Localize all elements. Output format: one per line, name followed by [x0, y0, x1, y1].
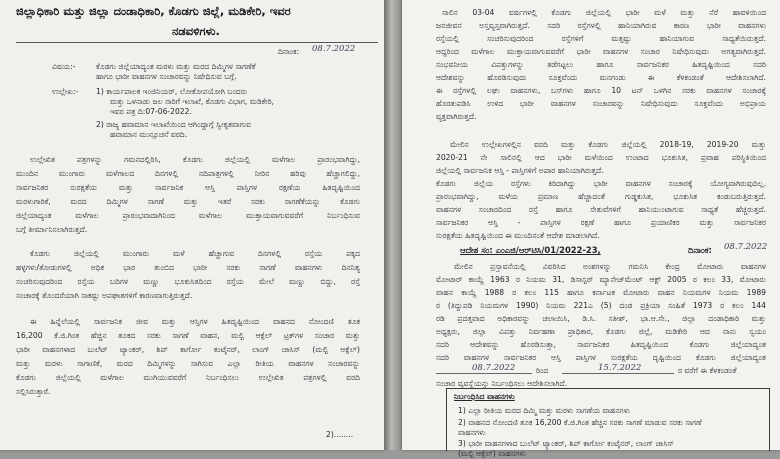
right-para2-line-5: ಪ್ರಾರಂಭವಾಗಿದ್ದು, ಮಳೆಯ ಪ್ರಮಾಣ ಹೆಚ್ಚಾದಂತೆ ಗುಡ್ಡಕುಸಿತ, ಭೂಕುಸಿತ ಕಂಡುಬರುತ್ತಿರುತ್ತದೆ. — [436, 192, 766, 201]
reference-1-line-2: ಮತ್ತು ಒಳನಾಡು ಜಲ ಸಾರಿಗೆ ಇಲಾಖೆ, ಕೊಡಗು ವಿಭಾಗ, ಮಡಿಕೇರಿ, — [110, 97, 275, 106]
right-para3-line-8: ಸದರಿ ವಾಹನಗಳ ಸಾರ್ವಜನಿಕರ ಆಸ್ತಿ ಪಾಸ್ತಿಗಳ ಸುರಕ್ಷತೆಯ ದೃಷ್ಟಿಯಿಂದ ಕೊಡಗು ಜಿಲ್ಲೆಯಾದ್ಯಂತ — [436, 353, 766, 362]
right-para1-line-6: ಆದೇಶವನ್ನು ಹೊರಡಿಸುವುದು ಸೂಕ್ತವೆಂದು ಮನಗಂಡು ಈ ಕೆಳಕಂಡಂತೆ ಆದೇಶಿಸಲಾಗಿದೆ. — [436, 73, 766, 82]
right-para3-last-line: ಸಂಚಾರ ವ್ಯವಸ್ಥೆಯನ್ನು ನಿರ್ಬಂಧಿಸಲು ಆದೇಶಿಸಲಾಗಿದೆ. — [436, 379, 568, 388]
right-para2-line-1: ಮೇಲಿನ ಉಲ್ಲೇಖಗಳಲ್ಲಿನ ವರದಿ ಮತ್ತು ಕೊಡಗು ಜಿಲ್ಲೆಯಲ್ಲಿ 2018-19, 2019-20 ಮತ್ತು — [450, 140, 766, 149]
right-para2-line-4: ಕೊಡಗು ಜಿಲ್ಲೆಯ ರಸ್ತೆಗಳು ಕಿರಿದಾಗಿದ್ದು ಭಾರೀ ವಾಹನಗಳ ಸಂಚಾರಕ್ಕೆ ಯೋಗ್ಯವಾಗಿರುವುದಿಲ್ಲ. — [436, 179, 766, 188]
from-date-rule — [436, 373, 532, 374]
right-para2-line-3: ಜಿಲ್ಲೆಯಲ್ಲಿ ಸಾರ್ವಜನಿಕ ಆಸ್ತಿ - ಪಾಸ್ತಿಗಳಿಗೆ ಅಪಾರ ಹಾನಿಯಾಗಿರುತ್ತದೆ. — [436, 166, 604, 175]
right-para1-line-3: ರಸ್ತೆಯಲ್ಲಿ ಸಂಚರಿಸುವುದರಿಂದ ರಸ್ತೆಗಳಿಗೆ ಮತ್ತಷ್ಟು ಹಾನಿಯಾಗುವ ಸಾಧ್ಯತೆಯಿರುತ್ತದೆ. — [436, 34, 766, 43]
para3-line-3: ಭಾರೀ ವಾಹನಗಳಾದ ಬುಲೆಟ್ ಟ್ಯಾಂಕರ್, ಶಿಪ್ ಕಾರ್ಗೋ ಕಂಟೈನರ್, ಲಾಂಗ್ ಚಾಸಿಸ್ (ಮಲ್ಟಿ ಆಕ್ಸೆಲ್) — [16, 345, 360, 354]
para3-line-5: ಕೊಡಗು ಜಿಲ್ಲೆಯಲ್ಲಿ ಮಳೆಗಾಲ ಮುಗಿಯುವವರೆಗೆ ನಿರ್ಬಂಧಿಸಲು ಉಲ್ಲೇಖಿತ ಪತ್ರಗಳಲ್ಲಿ ವರದಿ — [16, 373, 360, 382]
right-para1-line-9: ವ್ಯಕ್ತವಾಗಿರುತ್ತದೆ. — [436, 112, 477, 121]
from-label: ರಿಂದ — [536, 366, 549, 375]
right-para3-line-2: ಮೋಟಾರ್ ಕಾಯ್ದೆ 1963 ರ ನಿಯಮ 31, ಡಿಸಾಸ್ಟರ್ ಮ್ಯಾನೇಜ್‌ಮೆಂಟ್ ಆಕ್ಟ್ 2005 ರ ಕಲಂ 33, ಮೋಟಾರು — [436, 275, 766, 284]
restricted-item-3: 3) ಭಾರೀ ವಾಹನಗಳಾದ ಬುಲೆಟ್ ಟ್ಯಾಂಕರ್, ಶಿಪ್ ಕಾರ್ಗೋ ಕಂಟೈನರ್, ಲಾಂಗ್ ಚಾಸಿಸ್ — [458, 439, 674, 448]
to-date-handwritten: 15.7.2022 — [598, 363, 642, 373]
right-para1-line-4: ಆದ್ದರಿಂದ ಮಳೆಗಾಲ ಮುಕ್ತಾಯವಾಗುವವರೆಗೆ ಭಾರೀ ವಾಹನಗಳ ಸಂಚಾರ ನಿಷೇಧಿಸುವುದು ಅಗತ್ಯವಾಗಿರುತ್ತದೆ. — [436, 47, 766, 56]
right-page — [402, 0, 780, 458]
to-date-rule — [562, 373, 674, 374]
para3-line-2: 16,200 ಕೆ.ಜಿ.ಗಿಂತ ಹೆಚ್ಚಿನ ತೂಕದ ಸರಕು ಸಾಗಣೆ ವಾಹನ, ಮಲ್ಟಿ ಆಕ್ಸೆಲ್ ಟ್ರಕ್‌ಗಳ ಸಂಚಾರ ಮತ್ತು — [16, 331, 360, 340]
para2-line-3: ಸಂಚರಿಸುವುದರಿಂದ ರಸ್ತೆಯ ಬದಿಗಳ ಮಣ್ಣು ಭೂಕುಸಿತದಿಂದ ರಸ್ತೆಯ ಮೇಲೆ ಮಣ್ಣು ಬಿದ್ದು, ರಸ್ತೆ — [16, 277, 360, 286]
right-para2-line-2: 2020-21 ನೇ ಸಾಲಿನಲ್ಲಿ ಆದ ಭಾರೀ ಮಳೆಯಿಂದ ಉಂಟಾದ ಭೂಕುಸಿತ, ಪ್ರವಾಹ ಪರಿಸ್ಥಿತಿಯಿಂದ — [436, 153, 766, 162]
reference-2-line-2: ಹವಾಮಾನ ಮುನ್ಸೂಚನೆ ವರದಿ. — [110, 130, 188, 139]
right-para3-line-3: ವಾಹನ ಕಾಯ್ದೆ 1988 ರ ಕಲಂ 115 ಹಾಗೂ ಕರ್ನಾಟಕ ಮೋಟಾರು ವಾಹನ ನಿಯಮಗಳ ನಿಯಮ 1989 — [436, 288, 766, 297]
right-para2-line-7: ಸಾರ್ವಜನಿಕರ ಆಸ್ತಿ - ಪಾಸ್ತಿಗಳ ರಕ್ಷಣೆ ಹಾಗೂ ಪ್ರಯಾಣಿಕರ ಮತ್ತು ಸಾರ್ವಜನಿಕರ — [436, 218, 766, 227]
right-para1-line-5: ಸಂಭವನೀಯ ವಿಪತ್ತುಗಳನ್ನು ತಡೆಗಟ್ಟಲು ಹಾಗೂ ಸಾರ್ವಜನಿಕರ ಹಿತದೃಷ್ಟಿಯಿಂದ ಸದರಿ — [436, 60, 766, 69]
proceedings-heading: ನಡವಳಿಗಳು. — [172, 24, 220, 38]
date-handwritten: 08.7.2022 — [312, 44, 356, 54]
para1-line-3: ಸಾರ್ವಜನಿಕರ ಸುರಕ್ಷತೆಯ ಮತ್ತು ಸಾರ್ವಜನಿಕ ಆಸ್ತಿ ಪಾಸ್ತಿಗಳ ರಕ್ಷಣೆಯ ಹಿತದೃಷ್ಟಿಯಿಂದ — [16, 183, 360, 192]
right-para1-line-1: ಸಾಲಿನ 03-04 ವರ್ಷಗಳಲ್ಲಿ ಕೊಡಗು ಜಿಲ್ಲೆಯಲ್ಲಿ ಭಾರೀ ಮಳೆ ಮತ್ತು ನೆರೆ ಹಾವಳಿಯಿಂದ — [442, 8, 766, 17]
para1-line-4: ಮರಳುಗಾರಿಕೆ, ಮರದ ದಿಮ್ಮಿಗಳ ಸಾಗಣೆ ಮತ್ತು ಇತರೆ ಸರಕು ಸಾಗಣೆಕೆಯನ್ನು ಕೊಡಗು — [16, 197, 360, 206]
restricted-item-2-cont: ವಾಹನಗಳು — [458, 428, 486, 437]
subject-label: ವಿಷಯ:- — [52, 62, 76, 71]
reference-1-line-3: ಇವರ ಪತ್ರ ದಿ:07-06-2022. — [110, 107, 192, 116]
right-para3-line-5: ರಡಿ ಪ್ರದತ್ತವಾದ ಅಧಿಕಾರವನ್ನು ಚಲಾಯಿಸಿ, ಡಿ.ಸಿ. ಸತೀಶ್, ಭಾ.ಆ.ಸೇ., ಜಿಲ್ಲಾ ದಂಡಾಧಿಕಾರಿ ಮತ್ತು — [436, 314, 766, 323]
para3-line-4: ಮತ್ತು ಮರಳು ಸಾಗಾಣಿಕೆ, ಮರದ ದಿಮ್ಮಿಗಳನ್ನು ಸಾಗಿಸುವ ಎಲ್ಲಾ ರೀತಿಯ ವಾಹನಗಳ ಸಂಚಾರವನ್ನು — [16, 359, 360, 368]
para2-line-1: ಕೊಡಗು ಜಿಲ್ಲೆಯಲ್ಲಿ ಮುಂಗಾರು ಮಳೆ ಹೆಚ್ಚಾಗುವ ದಿನಗಳಲ್ಲಿ ರಸ್ತೆಯ ಪಕ್ಕದ — [30, 249, 360, 258]
right-para2-line-8: ಸುರಕ್ಷತೆಯ ಹಿತದೃಷ್ಟಿಯಿಂದ ಈ ಮುಂದಿನಂತೆ ಆದೇಶ ಮಾಡಲಾಗಿದೆ. — [436, 231, 600, 240]
restricted-item-3-cont: (ಮಲ್ಟಿ ಆಕ್ಸೆಲ್) ವಾಹನಗಳು — [458, 449, 526, 458]
subject-line-2: ಹಾಗೂ ಭಾರೀ ವಾಹನಗಳ ಸಂಚಾರವನ್ನು ನಿಷೇಧಿಸುವ ಬಗ್ಗೆ. — [96, 72, 237, 81]
restricted-vehicles-heading: ನಿರ್ಬಂಧಿಸಿದ ವಾಹನಗಳು — [454, 392, 515, 401]
heading-underline — [16, 42, 378, 43]
para2-line-4: ಸಂಚಾರಕ್ಕೆ ತೊಂದರೆಯಾಗಿ ಸಾಕಷ್ಟು ಅಪಘಾತಗಳಿಗೆ ಕಾರಣವಾಗುತ್ತಿರುತ್ತದೆ. — [16, 291, 193, 300]
para3-line-6: ಸಲ್ಲಿಸಿರುತ್ತಾರೆ. — [16, 387, 51, 396]
order-date-label: ದಿನಾಂಕ: — [688, 245, 712, 255]
office-heading: ಜಿಲ್ಲಾಧಿಕಾರಿ ಮತ್ತು ಜಿಲ್ಲಾ ದಂಡಾಧಿಕಾರಿ, ಕೊಡಗು ಜಿಲ್ಲೆ, ಮಡಿಕೇರಿ, ಇವರ — [16, 4, 291, 18]
from-date-handwritten: 08.7.2022 — [472, 363, 516, 373]
right-para3-line-6: ಅಧ್ಯಕ್ಷರು, ಜಿಲ್ಲಾ ವಿಪತ್ತು ನಿರ್ವಹಣಾ ಪ್ರಾಧಿಕಾರ, ಕೊಡಗು ಜಿಲ್ಲೆ, ಮಡಿಕೇರಿ ಆದ ನಾನು ಸ್ವಯಂ — [436, 327, 766, 336]
to-label: ರ ವರೆಗೆ ಈ ಕೆಳಕಂಡಂತೆ — [678, 366, 737, 375]
reference-label: ಉಲ್ಲೇಖ:- — [52, 87, 79, 96]
right-para1-line-8: ಹೊರತುಪಡಿಸಿ ಉಳಿದ ಭಾರೀ ವಾಹನಗಳ ಸಂಚಾರವನ್ನು ನಿಷೇಧಿಸುವುದು ಸೂಕ್ತವೆಂದು ಅಭಿಪ್ರಾಯ — [436, 99, 766, 108]
reference-1-line-1: 1) ಕಾರ್ಯಪಾಲಕ ಇಂಜಿನಿಯರ್, ಲೋಕೋಪಯೋಗಿ ಬಂದರು — [96, 87, 248, 96]
restricted-item-2: 2) ವಾಹನದ ನೋಂದಣಿ ತೂಕ 16,200 ಕೆ.ಜಿ.ಗಿಂತ ಹೆಚ್ಚಿನ ಸರಕು ಸಾಗಣೆ ಮಾಡುವ ಸರಕು ಸಾಗಣೆ — [458, 418, 702, 427]
subject-line-1: ಕೊಡಗು ಜಿಲ್ಲೆಯಾದ್ಯಂತ ಮರಳು ಮತ್ತು ಮರದ ದಿಮ್ಮಿಗಳ ಸಾಗಣೆಕೆ — [96, 62, 256, 71]
right-para1-line-2: ಜನಜೀವನ ಅಸ್ತವ್ಯಸ್ತವಾಗಿರುತ್ತದೆ. ಸದರಿ ರಸ್ತೆಗಳಲ್ಲಿ ಹಾನಿಯಾಗಿರುವ ಕಾರಣ ಭಾರೀ ವಾಹನಗಳು — [436, 21, 766, 30]
para1-line-2: ಮುಂದಿನ ಮುಂಗಾರು ಮಳೆಗಾಲದ ದಿನಗಳಲ್ಲಿ ನದಿಪಾತ್ರಗಳಲ್ಲಿ ನೀರಿನ ಹರಿವು ಹೆಚ್ಚಾಗಲಿದ್ದು, — [16, 169, 360, 178]
right-para3-line-7: ಸದರಿ ಆದೇಶವನ್ನು ಹೊರಡಿಸುತ್ತಾ, ಸಾರ್ವಜನಿಕರ ಹಿತದೃಷ್ಟಿಯಿಂದ ಕೊಡಗು ಜಿಲ್ಲೆಯಾದ್ಯಂತ — [436, 340, 766, 349]
right-para2-line-6: ವಾಹನಗಳ ಸಂಚಾರದಿಂದ ರಸ್ತೆ ಹಾಗೂ ಸೇತುವೆಗಳಿಗೆ ಹಾನಿಯುಂಟಾಗುವ ಸಾಧ್ಯತೆ ಹೆಚ್ಚಿರುತ್ತದೆ. — [436, 205, 766, 214]
date-label: ದಿನಾಂಕ: — [278, 47, 300, 56]
order-date-handwritten: 08.7.2022 — [724, 242, 768, 252]
right-para1-line-7: ಈ ರಸ್ತೆಗಳಲ್ಲಿ ಲಘು ವಾಹನಗಳು, ಬಸ್‌ಗಳು ಹಾಗೂ 10 ಟನ್ ಒಳಗಿನ ಸರಕು ವಾಹನಗಳ ಸಂಚಾರಕ್ಕೆ — [436, 86, 766, 95]
para1-line-1: ಉಲ್ಲೇಖಿತ ಪತ್ರಗಳನ್ನು ಗಮನದಲ್ಲಿರಿಸಿ, ಕೊಡಗು ಜಿಲ್ಲೆಯಲ್ಲಿ ಮಳೆಗಾಲ ಪ್ರಾರಂಭವಾಗಿದ್ದು, — [30, 155, 360, 164]
para1-line-5: ಜಿಲ್ಲೆಯಾದ್ಯಂತ ಮಳೆಗಾಲ ಪ್ರಾರಂಭವಾದಾಗಿನಿಂದ ಮಳೆಗಾಲ ಮುಕ್ತಾಯವಾಗುವವರೆಗೆ ನಿರ್ಬಂಧಿಸುವ — [16, 211, 360, 220]
reference-2-line-1: 2) ರಾಜ್ಯ ಹವಾಮಾನ ಇಲಾಖೆಯಿಂದ ಆಗಿಂದ್ದಾಗ್ಗೆ ಸ್ವೀಕೃತವಾಗುವ — [96, 120, 251, 129]
order-number-heading: ಆದೇಶ ಸಂ: ಎಂಎಜಿ/ಆರ್‌ಟಿಸಿ/01/2022-23, — [460, 245, 601, 255]
page-continuation-marker: 2)........ — [326, 430, 354, 439]
restricted-item-1: 1) ಎಲ್ಲಾ ರೀತಿಯ ಮರದ ದಿಮ್ಮಿ ಮತ್ತು ಮರಳು ಸಾಗಣೆಯ ವಾಹನಗಳು — [458, 406, 631, 415]
para2-line-2: ಹಳ್ಳಗಳು/ತೋಡುಗಳಲ್ಲಿ ಅಧಿಕ ಭಾರ ತುಂಬಿದ ಭಾರೀ ಸರಕು ಸಾಗಣೆ ವಾಹನಗಳು ದಿನನಿತ್ಯ — [16, 263, 360, 272]
left-page — [0, 0, 384, 450]
right-para3-line-4: ರ (ತಿದ್ದುಪಡಿ ನಿಯಮಗಳ 1990) ನಿಯಮ 221ಎ (5) ದಂಡ ಪ್ರಕ್ರಿಯಾ ಸಂಹಿತೆ 1973 ರ ಕಲಂ 144 — [436, 301, 766, 310]
page-gutter — [384, 0, 402, 450]
para1-line-6: ಬಗ್ಗೆ ತೀರ್ಮಾನಿಸಲಾಗಿರುತ್ತದೆ. — [16, 225, 88, 234]
para3-line-1: ಈ ಹಿನ್ನೆಲೆಯಲ್ಲಿ ಸಾರ್ವಜನಿಕ ಜೀವ ಮತ್ತು ಆಸ್ತಿಗಳ ಹಿತದೃಷ್ಟಿಯಿಂದ ವಾಹನದ ನೋಂದಣಿ ತೂಕ — [30, 317, 360, 326]
right-para3-line-1: ಮೇಲಿನ ಪ್ರಸ್ತಾವನೆಯಲ್ಲಿ ವಿವರಿಸಿದ ಅಂಶಗಳನ್ನು ಗಮನಿಸಿ ಕೇಂದ್ರ ಮೋಟಾರು ವಾಹನಗಳ — [454, 262, 766, 271]
